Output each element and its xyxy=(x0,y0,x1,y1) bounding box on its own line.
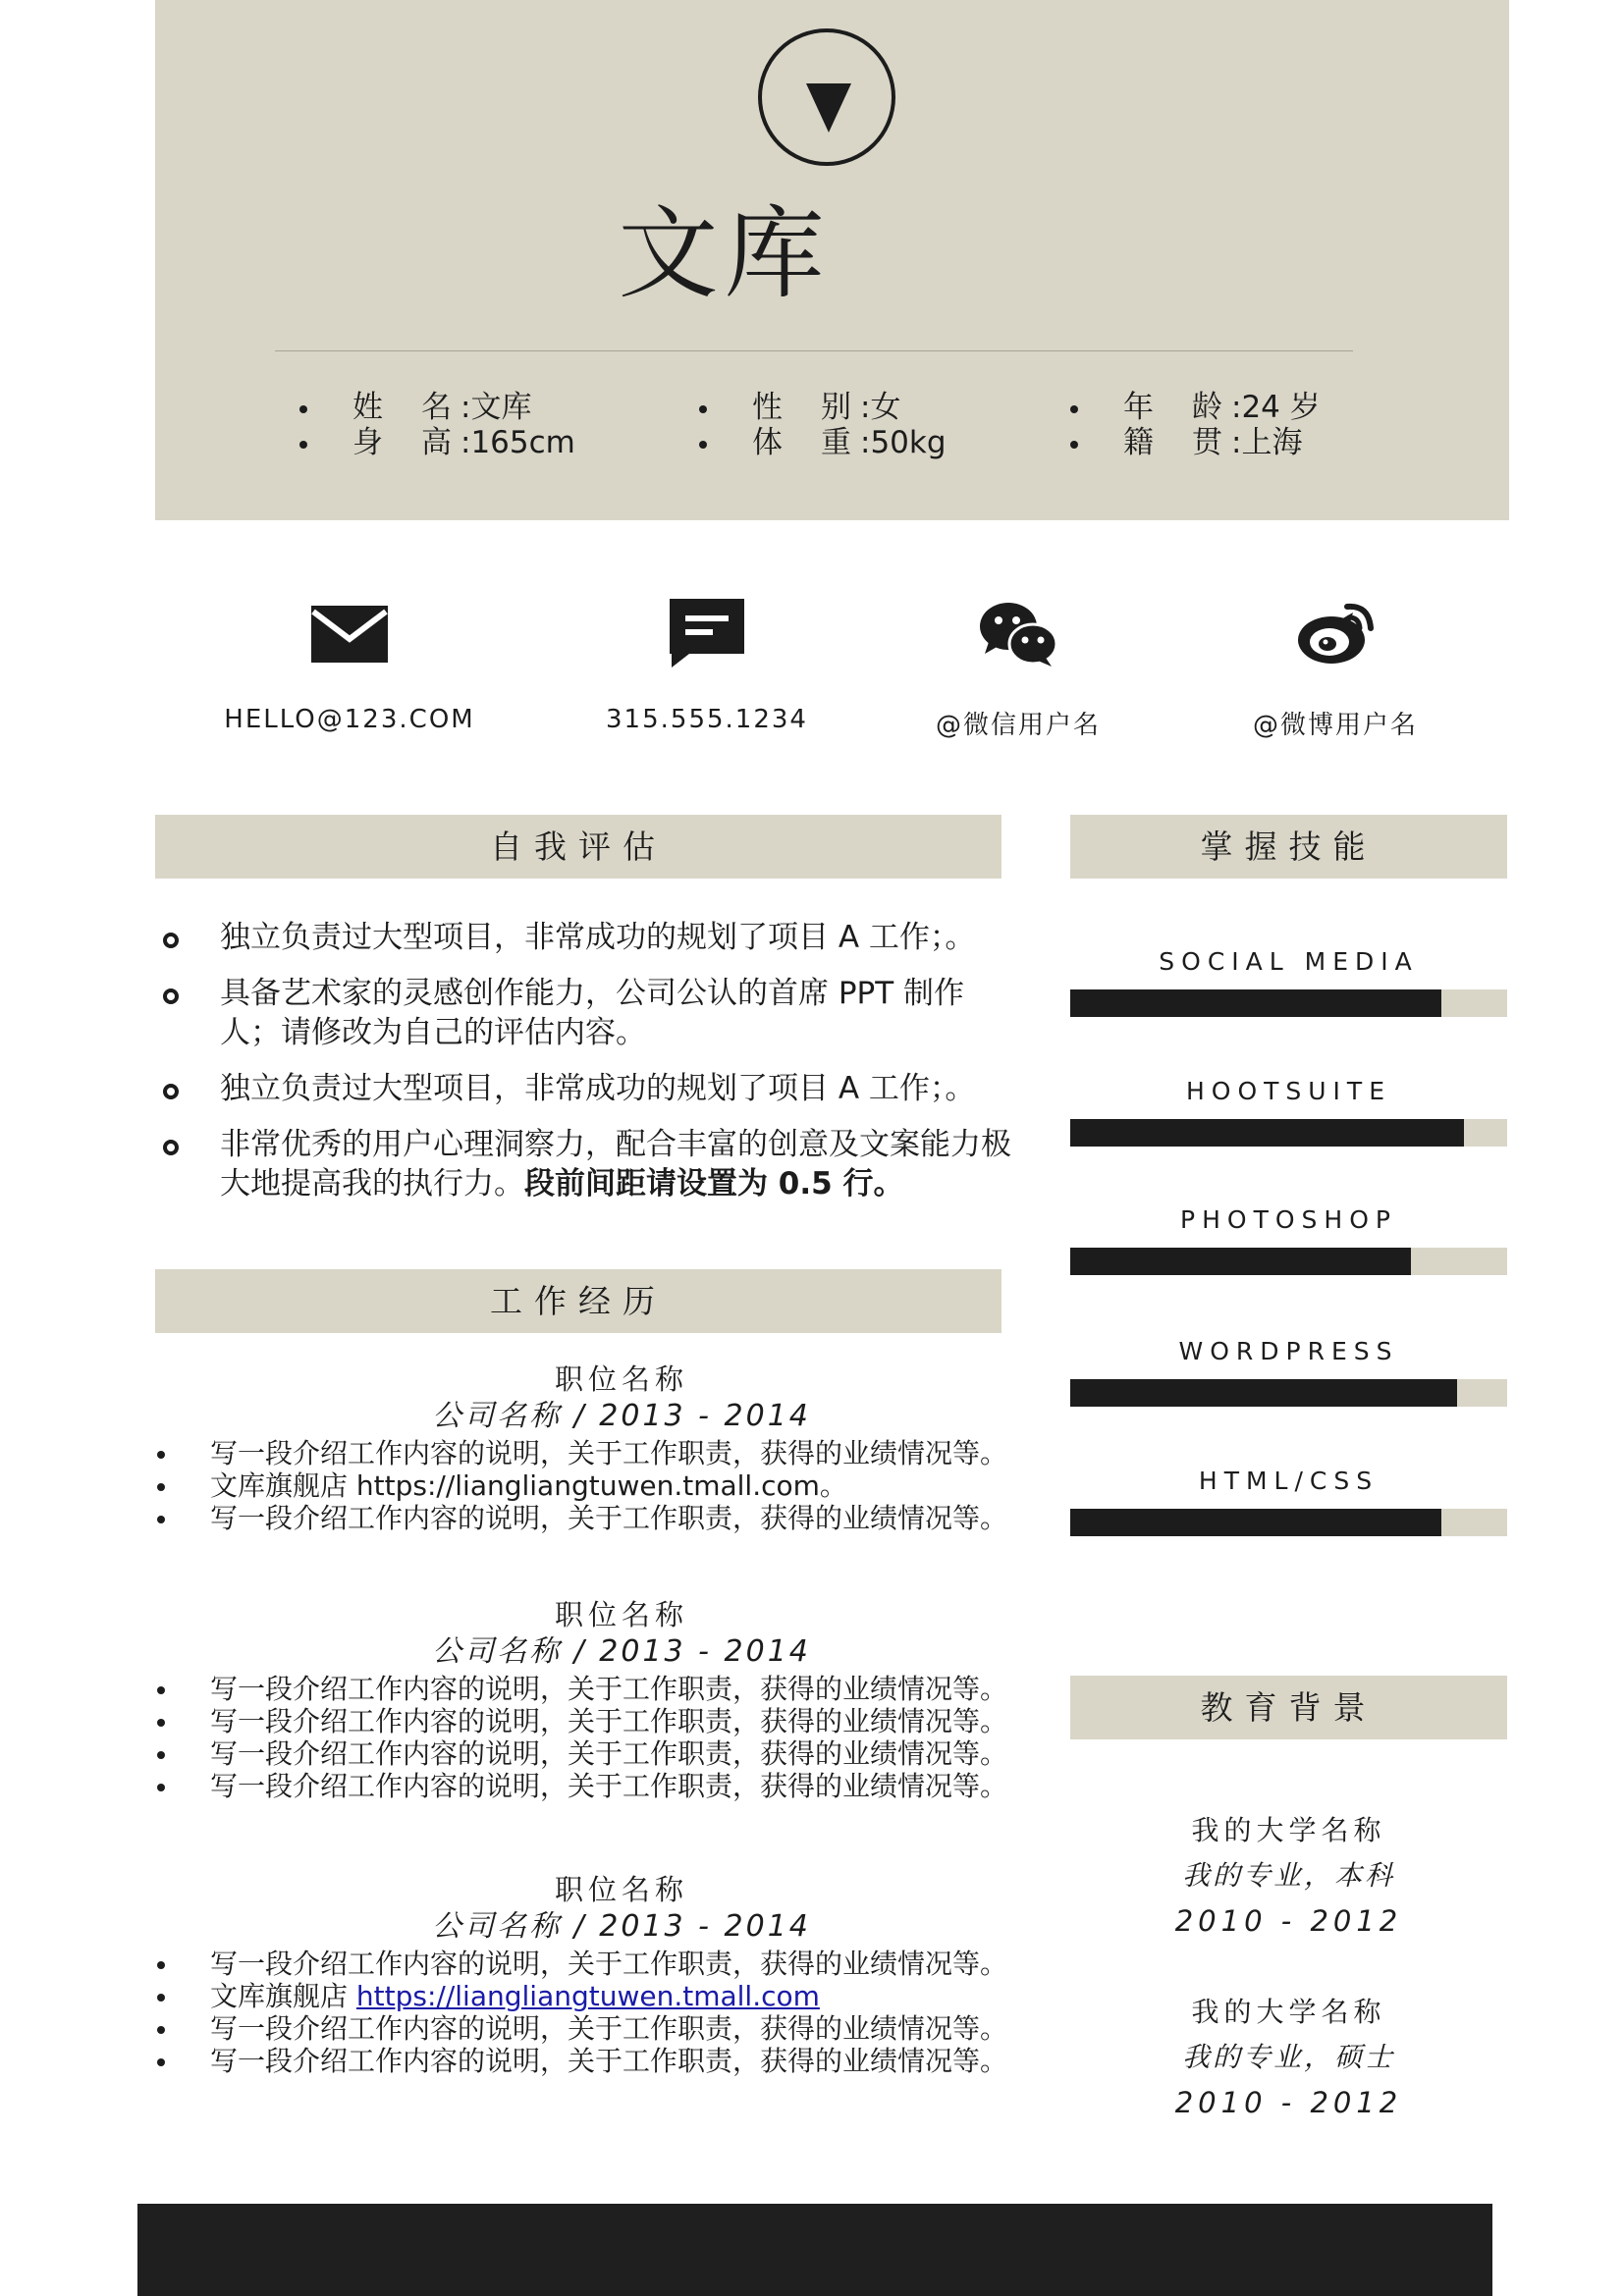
info-column-2 xyxy=(697,390,947,460)
school-major: 我的专业，本科 xyxy=(1181,1859,1395,1892)
skill-bar xyxy=(1070,1379,1507,1407)
chat-bubble-icon xyxy=(670,599,744,667)
contact-email: HELLO@123.COM xyxy=(202,589,497,734)
job-title: 职位名称 xyxy=(554,1362,688,1396)
job-item: 写一段介绍工作内容的说明，关于工作职责，获得的业绩情况等。 xyxy=(155,2045,1009,2077)
skill-social-media: SOCIAL MEDIA xyxy=(1070,947,1507,1017)
header-divider xyxy=(275,350,1353,351)
self-eval-item: 独立负责过大型项目，非常成功的规划了项目 A 工作；。 xyxy=(157,918,1021,957)
info-gender: 性 别 :女 xyxy=(697,390,947,425)
job-item: 写一段介绍工作内容的说明，关于工作职责，获得的业绩情况等。 xyxy=(155,1737,1009,1770)
school-years: 2010 - 2012 xyxy=(1174,1904,1403,1938)
job-item: 写一段介绍工作内容的说明，关于工作职责，获得的业绩情况等。 xyxy=(155,2012,1009,2045)
footer-band xyxy=(137,2204,1492,2296)
envelope-icon xyxy=(311,604,388,663)
education-entry-2 xyxy=(1070,1990,1507,2125)
resume-name: 文库 xyxy=(618,196,831,313)
skill-bar-fill xyxy=(1070,1119,1464,1147)
info-height: 身 高 :165cm xyxy=(298,425,575,460)
triangle-down-logo-icon xyxy=(758,28,895,166)
school-years: 2010 - 2012 xyxy=(1174,2086,1403,2119)
section-work-title: 工作经历 xyxy=(155,1269,1001,1333)
self-eval-list xyxy=(157,918,1021,1220)
school-name: 我的大学名称 xyxy=(1191,1996,1386,2028)
skill-bar xyxy=(1070,1509,1507,1536)
job-entry-2 xyxy=(155,1596,1009,1802)
skill-wordpress: WORDPRESS xyxy=(1070,1337,1507,1407)
self-eval-item: 具备艺术家的灵感创作能力，公司公认的首席 PPT 制作人；请修改为自己的评估内容。 xyxy=(157,974,1021,1052)
job-company: 公司名称 / 2013 - 2014 xyxy=(432,1634,811,1669)
skill-bar-fill xyxy=(1070,989,1441,1017)
job-item: 写一段介绍工作内容的说明，关于工作职责，获得的业绩情况等。 xyxy=(155,1948,1009,1980)
skill-hootsuite: HOOTSUITE xyxy=(1070,1077,1507,1147)
job-item: 文库旗舰店 https://liangliangtuwen.tmall.com。 xyxy=(155,1469,1009,1502)
skill-bar-fill xyxy=(1070,1379,1457,1407)
section-skills-title: 掌握技能 xyxy=(1070,815,1507,879)
info-hometown: 籍 贯 :上海 xyxy=(1068,425,1321,460)
job-entry-1 xyxy=(155,1361,1009,1534)
skill-bar xyxy=(1070,1119,1507,1147)
header-panel xyxy=(155,0,1509,520)
job-company: 公司名称 / 2013 - 2014 xyxy=(432,1399,811,1433)
skill-bar-fill xyxy=(1070,1248,1411,1275)
school-name: 我的大学名称 xyxy=(1191,1814,1386,1846)
info-weight: 体 重 :50kg xyxy=(697,425,947,460)
school-major: 我的专业，硕士 xyxy=(1181,2041,1395,2073)
skill-html-css: HTML/CSS xyxy=(1070,1467,1507,1536)
info-age: 年 龄 :24 岁 xyxy=(1068,390,1321,425)
job-title: 职位名称 xyxy=(554,1873,688,1906)
store-link[interactable]: https://liangliangtuwen.tmall.com xyxy=(355,1980,820,2012)
job-item: 写一段介绍工作内容的说明，关于工作职责，获得的业绩情况等。 xyxy=(155,1770,1009,1802)
section-self-eval-title: 自我评估 xyxy=(155,815,1001,879)
self-eval-item: 独立负责过大型项目，非常成功的规划了项目 A 工作；。 xyxy=(157,1069,1021,1108)
info-column-3 xyxy=(1068,390,1321,460)
education-entry-1 xyxy=(1070,1808,1507,1944)
contact-wechat: @微信用户名 xyxy=(871,589,1165,741)
skill-photoshop: PHOTOSHOP xyxy=(1070,1205,1507,1275)
skill-bar-fill xyxy=(1070,1509,1441,1536)
weibo-icon xyxy=(1296,601,1375,666)
job-item: 写一段介绍工作内容的说明，关于工作职责，获得的业绩情况等。 xyxy=(155,1437,1009,1469)
job-title: 职位名称 xyxy=(554,1598,688,1631)
job-item: 写一段介绍工作内容的说明，关于工作职责，获得的业绩情况等。 xyxy=(155,1673,1009,1705)
section-education-title: 教育背景 xyxy=(1070,1676,1507,1739)
info-column-1 xyxy=(298,390,575,460)
job-entry-3 xyxy=(155,1871,1009,2077)
contact-phone: 315.555.1234 xyxy=(560,589,854,734)
skill-bar xyxy=(1070,1248,1507,1275)
contact-weibo: @微博用户名 xyxy=(1188,589,1483,741)
self-eval-item: 非常优秀的用户心理洞察力，配合丰富的创意及文案能力极大地提高我的执行力。段前间距请设置为 0.5 行。 xyxy=(157,1125,1021,1203)
job-company: 公司名称 / 2013 - 2014 xyxy=(432,1909,811,1944)
job-item: 写一段介绍工作内容的说明，关于工作职责，获得的业绩情况等。 xyxy=(155,1502,1009,1534)
job-item: 写一段介绍工作内容的说明，关于工作职责，获得的业绩情况等。 xyxy=(155,1705,1009,1737)
info-name: 姓 名 :文库 xyxy=(298,390,575,425)
wechat-icon xyxy=(979,599,1057,667)
skill-bar xyxy=(1070,989,1507,1017)
job-item-link: 文库旗舰店 https://liangliangtuwen.tmall.com xyxy=(155,1980,1009,2012)
